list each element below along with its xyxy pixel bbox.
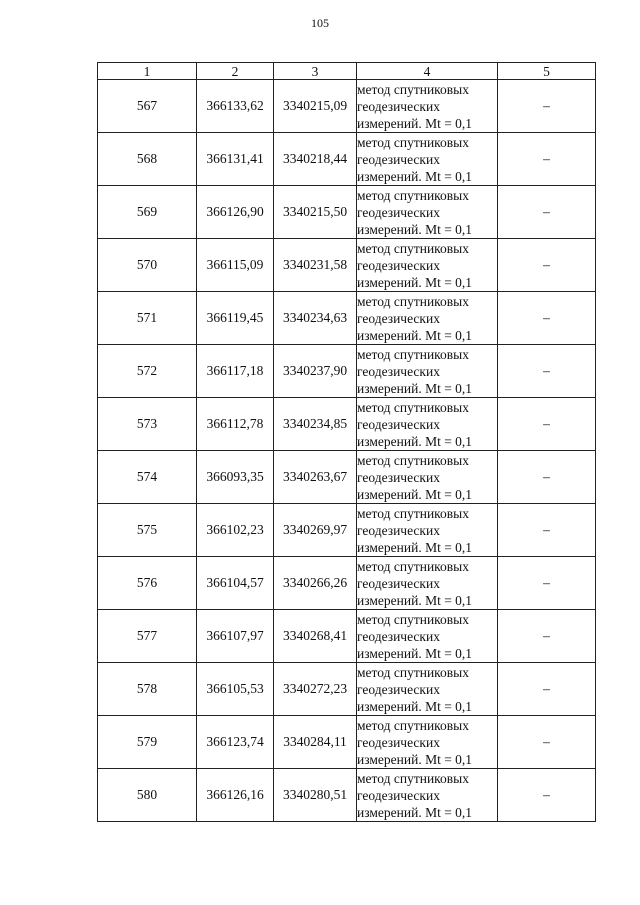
table-row <box>98 398 596 451</box>
measurement-method <box>357 398 498 451</box>
header-row <box>98 63 596 80</box>
header-col-4: 4 <box>357 63 498 80</box>
measurement-method <box>357 769 498 822</box>
coordinate-x: 366126,16 <box>197 769 274 822</box>
point-number: 567 <box>98 80 197 133</box>
coordinates-table <box>97 62 596 822</box>
coordinate-y: 3340237,90 <box>274 345 357 398</box>
note-cell: – <box>498 80 596 133</box>
note-cell: – <box>498 557 596 610</box>
coordinate-y: 3340215,09 <box>274 80 357 133</box>
method-line-3: измерений. Mt = 0,1 <box>357 327 473 343</box>
coordinate-y: 3340280,51 <box>274 769 357 822</box>
method-line-3: измерений. Mt = 0,1 <box>357 168 473 184</box>
coordinate-y: 3340234,63 <box>274 292 357 345</box>
coordinate-x: 366105,53 <box>197 663 274 716</box>
table-row <box>98 716 596 769</box>
method-line-3: измерений. Mt = 0,1 <box>357 115 473 131</box>
point-number: 577 <box>98 610 197 663</box>
method-line-1: метод спутниковых <box>357 611 469 627</box>
table-body <box>98 80 596 822</box>
measurement-method <box>357 504 498 557</box>
point-number: 579 <box>98 716 197 769</box>
coordinate-x: 366133,62 <box>197 80 274 133</box>
method-line-3: измерений. Mt = 0,1 <box>357 433 473 449</box>
coordinate-x: 366093,35 <box>197 451 274 504</box>
method-line-2: геодезических <box>357 469 440 485</box>
note-cell: – <box>498 663 596 716</box>
method-line-2: геодезических <box>357 416 440 432</box>
measurement-method <box>357 557 498 610</box>
method-line-1: метод спутниковых <box>357 293 469 309</box>
method-line-2: геодезических <box>357 628 440 644</box>
table-row <box>98 345 596 398</box>
method-line-1: метод спутниковых <box>357 187 469 203</box>
coordinate-x: 366119,45 <box>197 292 274 345</box>
header-col-1: 1 <box>98 63 197 80</box>
method-line-1: метод спутниковых <box>357 505 469 521</box>
method-line-3: измерений. Mt = 0,1 <box>357 486 473 502</box>
method-line-1: метод спутниковых <box>357 240 469 256</box>
coordinate-x: 366117,18 <box>197 345 274 398</box>
coordinate-y: 3340268,41 <box>274 610 357 663</box>
method-line-1: метод спутниковых <box>357 81 469 97</box>
method-line-1: метод спутниковых <box>357 134 469 150</box>
note-cell: – <box>498 133 596 186</box>
coordinate-y: 3340231,58 <box>274 239 357 292</box>
table-row <box>98 292 596 345</box>
coordinate-x: 366131,41 <box>197 133 274 186</box>
method-line-2: геодезических <box>357 787 440 803</box>
coordinate-y: 3340215,50 <box>274 186 357 239</box>
measurement-method <box>357 345 498 398</box>
measurement-method <box>357 186 498 239</box>
method-line-1: метод спутниковых <box>357 770 469 786</box>
method-line-2: геодезических <box>357 204 440 220</box>
table-row <box>98 610 596 663</box>
method-line-3: измерений. Mt = 0,1 <box>357 380 473 396</box>
note-cell: – <box>498 398 596 451</box>
point-number: 574 <box>98 451 197 504</box>
table-row <box>98 769 596 822</box>
coordinate-x: 366104,57 <box>197 557 274 610</box>
note-cell: – <box>498 610 596 663</box>
note-cell: – <box>498 186 596 239</box>
table-row <box>98 239 596 292</box>
table-header <box>98 63 596 80</box>
point-number: 576 <box>98 557 197 610</box>
table-row <box>98 133 596 186</box>
method-line-3: измерений. Mt = 0,1 <box>357 221 473 237</box>
header-col-2: 2 <box>197 63 274 80</box>
method-line-1: метод спутниковых <box>357 558 469 574</box>
point-number: 578 <box>98 663 197 716</box>
measurement-method <box>357 239 498 292</box>
note-cell: – <box>498 292 596 345</box>
point-number: 571 <box>98 292 197 345</box>
note-cell: – <box>498 504 596 557</box>
table-row <box>98 663 596 716</box>
method-line-2: геодезических <box>357 98 440 114</box>
method-line-3: измерений. Mt = 0,1 <box>357 592 473 608</box>
header-col-5: 5 <box>498 63 596 80</box>
table-row <box>98 80 596 133</box>
coordinate-y: 3340263,67 <box>274 451 357 504</box>
coordinate-x: 366112,78 <box>197 398 274 451</box>
note-cell: – <box>498 451 596 504</box>
point-number: 569 <box>98 186 197 239</box>
table-row <box>98 451 596 504</box>
coordinate-x: 366115,09 <box>197 239 274 292</box>
coordinate-y: 3340269,97 <box>274 504 357 557</box>
measurement-method <box>357 451 498 504</box>
coordinate-y: 3340266,26 <box>274 557 357 610</box>
point-number: 570 <box>98 239 197 292</box>
coordinate-y: 3340234,85 <box>274 398 357 451</box>
method-line-2: геодезических <box>357 734 440 750</box>
method-line-1: метод спутниковых <box>357 399 469 415</box>
measurement-method <box>357 663 498 716</box>
point-number: 575 <box>98 504 197 557</box>
method-line-1: метод спутниковых <box>357 717 469 733</box>
method-line-3: измерений. Mt = 0,1 <box>357 698 473 714</box>
table-row <box>98 557 596 610</box>
method-line-2: геодезических <box>357 257 440 273</box>
coordinate-x: 366102,23 <box>197 504 274 557</box>
point-number: 580 <box>98 769 197 822</box>
measurement-method <box>357 716 498 769</box>
measurement-method <box>357 80 498 133</box>
page-number: 105 <box>311 16 329 30</box>
coordinate-x: 366107,97 <box>197 610 274 663</box>
method-line-3: измерений. Mt = 0,1 <box>357 645 473 661</box>
method-line-2: геодезических <box>357 151 440 167</box>
point-number: 572 <box>98 345 197 398</box>
header-col-3: 3 <box>274 63 357 80</box>
method-line-2: геодезических <box>357 363 440 379</box>
point-number: 568 <box>98 133 197 186</box>
method-line-1: метод спутниковых <box>357 664 469 680</box>
table-row <box>98 186 596 239</box>
method-line-2: геодезических <box>357 310 440 326</box>
measurement-method <box>357 610 498 663</box>
coordinate-y: 3340218,44 <box>274 133 357 186</box>
method-line-1: метод спутниковых <box>357 452 469 468</box>
measurement-method <box>357 292 498 345</box>
note-cell: – <box>498 769 596 822</box>
note-cell: – <box>498 716 596 769</box>
coordinate-x: 366126,90 <box>197 186 274 239</box>
method-line-3: измерений. Mt = 0,1 <box>357 539 473 555</box>
point-number: 573 <box>98 398 197 451</box>
method-line-2: геодезических <box>357 575 440 591</box>
coordinate-y: 3340284,11 <box>274 716 357 769</box>
method-line-3: измерений. Mt = 0,1 <box>357 751 473 767</box>
method-line-2: геодезических <box>357 522 440 538</box>
method-line-1: метод спутниковых <box>357 346 469 362</box>
note-cell: – <box>498 345 596 398</box>
coordinate-y: 3340272,23 <box>274 663 357 716</box>
measurement-method <box>357 133 498 186</box>
method-line-3: измерений. Mt = 0,1 <box>357 274 473 290</box>
note-cell: – <box>498 239 596 292</box>
coordinate-x: 366123,74 <box>197 716 274 769</box>
table-row <box>98 504 596 557</box>
method-line-3: измерений. Mt = 0,1 <box>357 804 473 820</box>
method-line-2: геодезических <box>357 681 440 697</box>
